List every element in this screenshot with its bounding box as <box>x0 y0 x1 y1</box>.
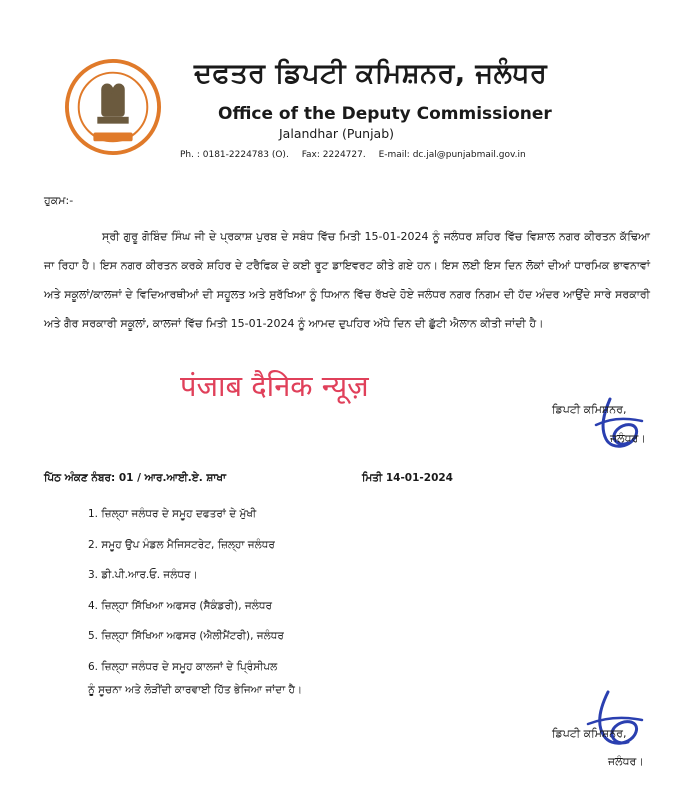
signatory-location: ਜਲੰਧਰ। <box>608 755 644 768</box>
list-item: 2. ਸਮੂਹ ਉਪ ਮੰਡਲ ਮੈਜਿਸਟਰੇਟ, ਜ਼ਿਲ੍ਹਾ ਜਲੰਧਰ <box>88 538 275 551</box>
order-body <box>44 222 650 338</box>
endorsement-number: ਪਿੱਠ ਅੰਕਣ ਨੰਬਰ: 01 / ਆਰ.ਆਈ.ਏ. ਸ਼ਾਖਾ <box>44 472 226 484</box>
signatory-designation: ਡਿਪਟੀ ਕਮਿਸ਼ਨਰ, <box>552 727 627 740</box>
recipient-list <box>88 508 284 691</box>
office-title-english: Office of the Deputy Commissioner <box>218 104 552 124</box>
signatory-designation: ਡਿਪਟੀ ਕਮਿਸ਼ਨਰ, <box>552 403 627 416</box>
list-item: 4. ਜ਼ਿਲ੍ਹਾ ਸਿੱਖਿਆ ਅਫਸਰ (ਸੈਕੰਡਰੀ), ਜਲੰਧਰ <box>88 599 272 612</box>
list-item: 5. ਜ਼ਿਲ੍ਹਾ ਸਿੱਖਿਆ ਅਫਸਰ (ਐਲੀਮੈਂਟਰੀ), ਜਲੰਧਰ <box>88 630 284 642</box>
signatory-location: ਜਲੰਧਰ। <box>610 432 646 445</box>
list-item: 3. ਡੀ.ਪੀ.ਆਰ.ਓ. ਜਲੰਧਰ। <box>88 569 198 581</box>
signature-icon <box>582 688 646 754</box>
order-body-text: ਸ੍ਰੀ ਗੁਰੂ ਗੋਬਿੰਦ ਸਿੰਘ ਜੀ ਦੇ ਪ੍ਰਕਾਸ਼ ਪੁਰਬ ਦੇ ਸਬੰਧ ਵਿੱਚ ਮਿਤੀ 15-01-2024 ਨੂੰ ਜਲੰਧਰ ਸ਼ਹਿਰ ਵਿੱਚ ਵਿਸ਼ਾਲ ਨਗਰ ਕੀਰਤਨ ਕੱਢਿਆ ਜਾ ਰਿਹਾ ਹੈ। ਇਸ ਨਗਰ ਕੀਰਤਨ ਕਰਕੇ ਸ਼ਹਿਰ ਦੇ ਟਰੈਫਿਕ ਦੇ ਕਈ ਰੂਟ ਡਾਇਵਰਟ ਕੀਤੇ ਗਏ ਹਨ। ਇਸ ਲਈ ਇਸ ਦਿਨ ਲੋਕਾਂ ਦੀਆਂ ਧਾਰਮਿਕ ਭਾਵਨਾਵਾਂ ਅਤੇ ਸਕੂਲਾਂ/ਕਾਲਜਾਂ ਦੇ ਵਿਦਿਆਰਥੀਆਂ ਦੀ ਸਹੂਲਤ ਅਤੇ ਸੁਰੱਖਿਆ ਨੂੰ ਧਿਆਨ ਵਿੱਚ ਰੱਖਦੇ ਹੋਏ ਜਲੰਧਰ ਨਗਰ ਨਿਗਮ ਦੀ ਹੱਦ ਅੰਦਰ ਆਉਂਦੇ ਸਾਰੇ ਸਰਕਾਰੀ ਅਤੇ ਗੈਰ ਸਰਕਾਰੀ ਸਕੂਲਾਂ, ਕਾਲਜਾਂ ਵਿੱਚ ਮਿਤੀ 15-01-2024 ਨੂੰ ਆਮਦ ਦੁਪਹਿਰ ਅੱਧੇ ਦਿਨ ਦੀ ਛੁੱਟੀ ਐਲਾਨ ਕੀਤੀ ਜਾਂਦੀ ਹੈ। <box>44 230 650 330</box>
order-heading: ਹੁਕਮ:- <box>44 194 74 207</box>
endorsement-date: ਮਿਤੀ 14-01-2024 <box>362 472 453 484</box>
contact-line <box>180 150 536 160</box>
government-emblem-icon <box>64 58 162 156</box>
office-title-punjabi: ਦਫਤਰ ਡਿਪਟੀ ਕਮਿਸ਼ਨਰ, ਜਲੰਧਰ <box>194 58 548 89</box>
email-text: E-mail: dc.jal@punjabmail.gov.in <box>378 150 526 160</box>
fax-text: Fax: 2224727. <box>301 150 366 160</box>
closing-line: ਨੂੰ ਸੂਚਨਾ ਅਤੇ ਲੋੜੀਂਦੀ ਕਾਰਵਾਈ ਹਿੱਤ ਭੇਜਿਆ ਜਾਂਦਾ ਹੈ। <box>88 684 303 696</box>
office-location: Jalandhar (Punjab) <box>279 126 395 141</box>
watermark: पंजाब दैनिक न्यूज़ <box>180 369 369 403</box>
list-item: 6. ਜ਼ਿਲ੍ਹਾ ਜਲੰਧਰ ਦੇ ਸਮੂਹ ਕਾਲਜਾਂ ਦੇ ਪ੍ਰਿੰਸੀਪਲ <box>88 660 278 673</box>
list-item: 1. ਜ਼ਿਲ੍ਹਾ ਜਲੰਧਰ ਦੇ ਸਮੂਹ ਦਫਤਰਾਂ ਦੇ ਮੁੱਖੀ <box>88 508 257 520</box>
phone-text: Ph. : 0181-2224783 (O). <box>180 150 289 160</box>
